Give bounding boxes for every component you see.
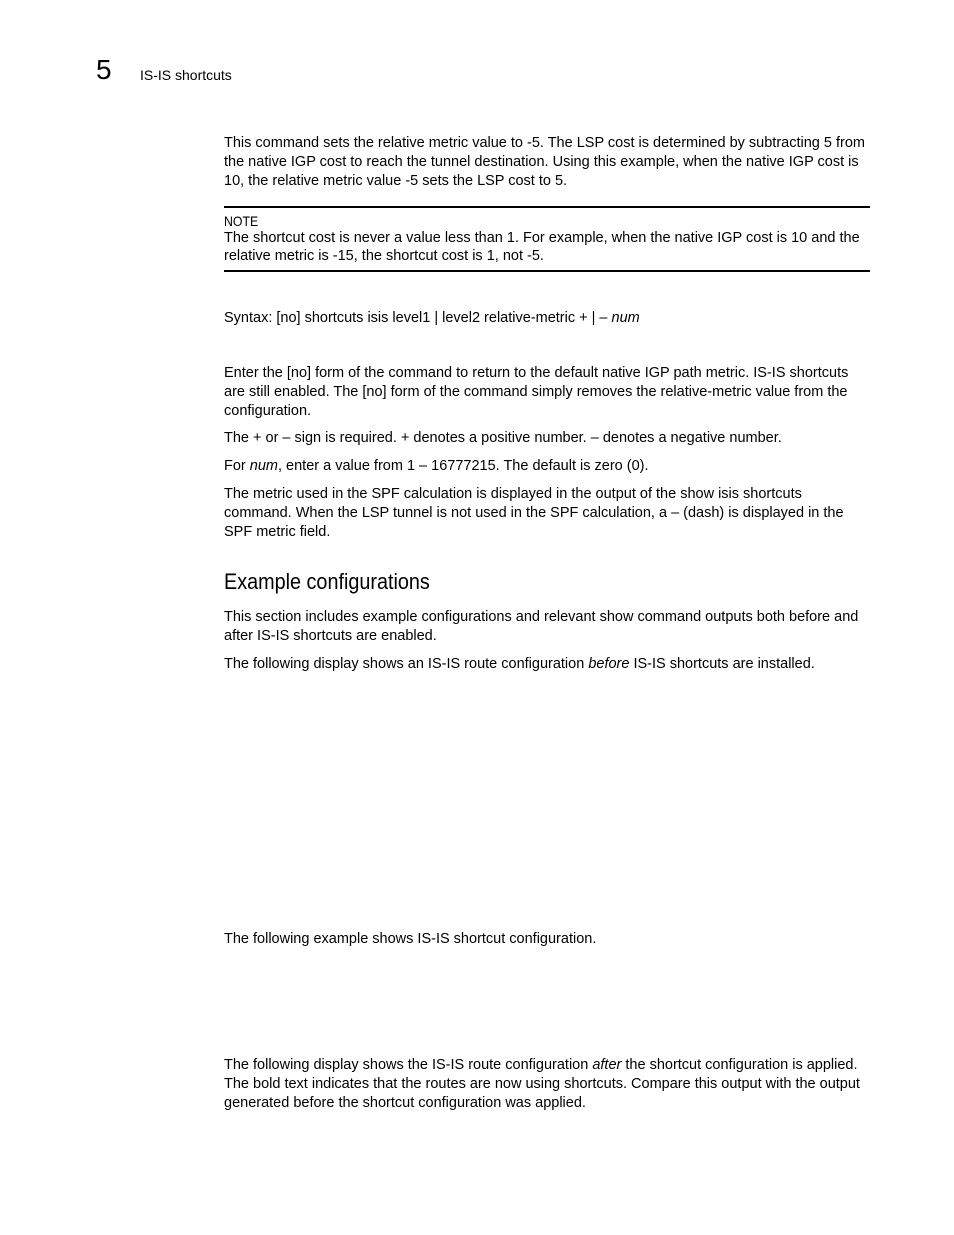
paragraph-no-form: Enter the [no] form of the command to return to the default native IGP path metric. IS-IS shortcuts are still enabled. The [no] form of the command simply removes the relative-metric value from the configuration. [224,365,849,419]
note-box [224,206,870,272]
num-range-suffix: , enter a value from 1 – 16777215. The default is zero (0). [278,458,649,474]
before-prefix: The following display shows an IS-IS route configuration [224,656,589,672]
num-range-arg: num [249,458,278,474]
chapter-number: 5 [96,54,112,85]
paragraph-spf-metric: The metric used in the SPF calculation is displayed in the output of the show isis shortcuts command. When the LSP tunnel is not used in the SPF calculation, a – (dash) is displayed in the SPF metric field. [224,486,844,540]
paragraph-before [224,655,870,674]
paragraph-sign: The + or – sign is required. + denotes a positive number. – denotes a negative number. [224,430,782,446]
note-label: NOTE [224,213,259,229]
note-text: The shortcut cost is never a value less than 1. For example, when the native IGP cost is 10 and the relative metric is -15, the shortcut cost is 1, not -5. [224,230,860,264]
paragraph-num-range [224,457,870,476]
after-emphasis: after [592,1057,622,1073]
before-emphasis: before [588,656,630,672]
paragraph-relative-metric: This command sets the relative metric value to -5. The LSP cost is determined by subtracting 5 from the native IGP cost to reach the tunnel destination. Using this example, when the native IGP cost is 10, the relative metric value -5 sets the LSP cost to 5. [224,135,865,189]
paragraph-shortcut-config: The following example shows IS-IS shortcut configuration. [224,931,597,947]
num-range-prefix: For [224,458,250,474]
after-prefix: The following display shows the IS-IS route configuration [224,1057,593,1073]
section-heading: Example configurations [224,569,430,594]
paragraph-section-intro: This section includes example configurations and relevant show command outputs both before and after IS-IS shortcuts are enabled. [224,609,859,644]
before-suffix: IS-IS shortcuts are installed. [629,656,815,672]
paragraph-after [224,1056,870,1113]
running-title: IS-IS shortcuts [140,67,232,83]
syntax-command: Syntax: [no] shortcuts isis level1 | level2 relative-metric + | – [224,310,612,326]
after-suffix: the shortcut configuration is applied. The bold text indicates that the routes are now using shortcuts. Compare this output with the output generated before the shortcut configuration was applied. [224,1057,860,1111]
syntax-argument: num [611,310,640,326]
syntax-line [224,309,640,328]
